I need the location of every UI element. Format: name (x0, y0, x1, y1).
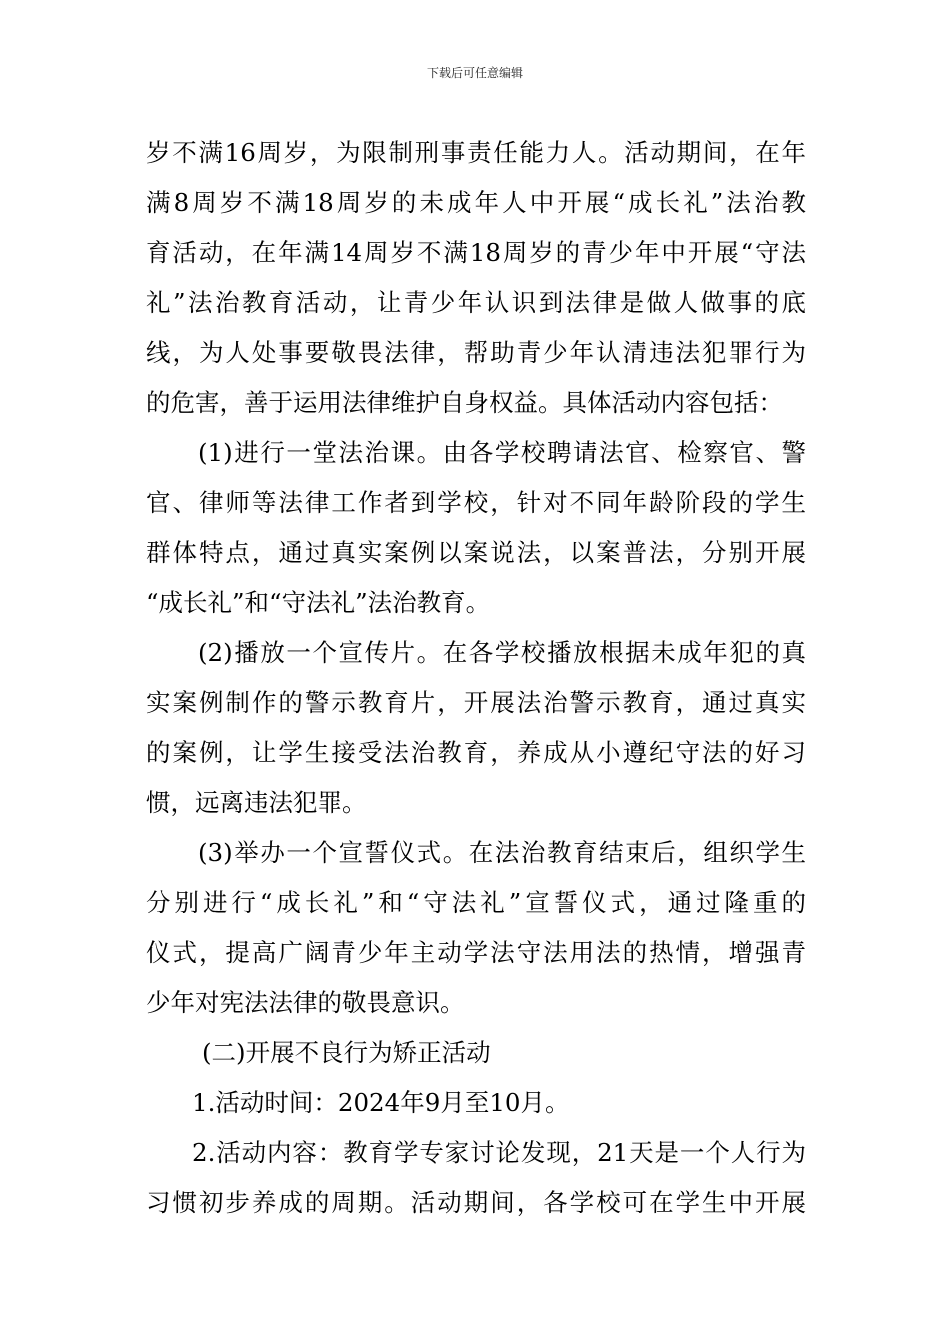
text-line: 满8周岁不满18周岁的未成年人中开展“成长礼”法治教 (146, 188, 806, 217)
list-item-2-line: (2)播放一个宣传片。在各学校播放根据未成年犯的真 (198, 638, 806, 667)
text-line: 岁不满16周岁，为限制刑事责任能力人。活动期间，在年 (146, 138, 806, 167)
text-line: 礼”法治教育活动，让青少年认识到法律是做人做事的底 (146, 288, 806, 317)
text-line: 官、律师等法律工作者到学校，针对不同年龄阶段的学生 (146, 488, 806, 517)
text-line: 育活动，在年满14周岁不满18周岁的青少年中开展“守法 (146, 238, 806, 267)
activity-content-line: 2.活动内容：教育学专家讨论发现，21天是一个人行为 (192, 1138, 806, 1167)
text-line: 惯，远离违法犯罪。 (146, 788, 367, 817)
list-item-3-line: (3)举办一个宣誓仪式。在法治教育结束后，组织学生 (198, 838, 806, 867)
text-line: “成长礼”和“守法礼”法治教育。 (146, 588, 491, 617)
text-line: 仪式，提高广阔青少年主动学法守法用法的热情，增强青 (146, 938, 806, 967)
activity-time-line: 1.活动时间：2024年9月至10月。 (192, 1088, 570, 1117)
text-line: 的危害，善于运用法律维护自身权益。具体活动内容包括： (146, 388, 783, 417)
text-line: 少年对宪法法律的敬畏意识。 (146, 988, 465, 1017)
page-header: 下载后可任意编辑 (426, 66, 523, 80)
text-line: 实案例制作的警示教育片，开展法治警示教育，通过真实 (146, 688, 806, 717)
text-line: 分别进行“成长礼”和“守法礼”宣誓仪式，通过隆重的 (146, 888, 806, 917)
text-line: 的案例，让学生接受法治教育，养成从小遵纪守法的好习 (146, 738, 806, 767)
text-line: 群体特点，通过真实案例以案说法，以案普法，分别开展 (146, 538, 806, 567)
section-heading: (二)开展不良行为矫正活动 (202, 1038, 491, 1067)
document-body (146, 128, 806, 1228)
text-line: 线，为人处事要敬畏法律，帮助青少年认清违法犯罪行为 (146, 338, 806, 367)
text-line: 习惯初步养成的周期。活动期间，各学校可在学生中开展 (146, 1188, 806, 1217)
list-item-1-line: (1)进行一堂法治课。由各学校聘请法官、检察官、警 (198, 438, 806, 467)
